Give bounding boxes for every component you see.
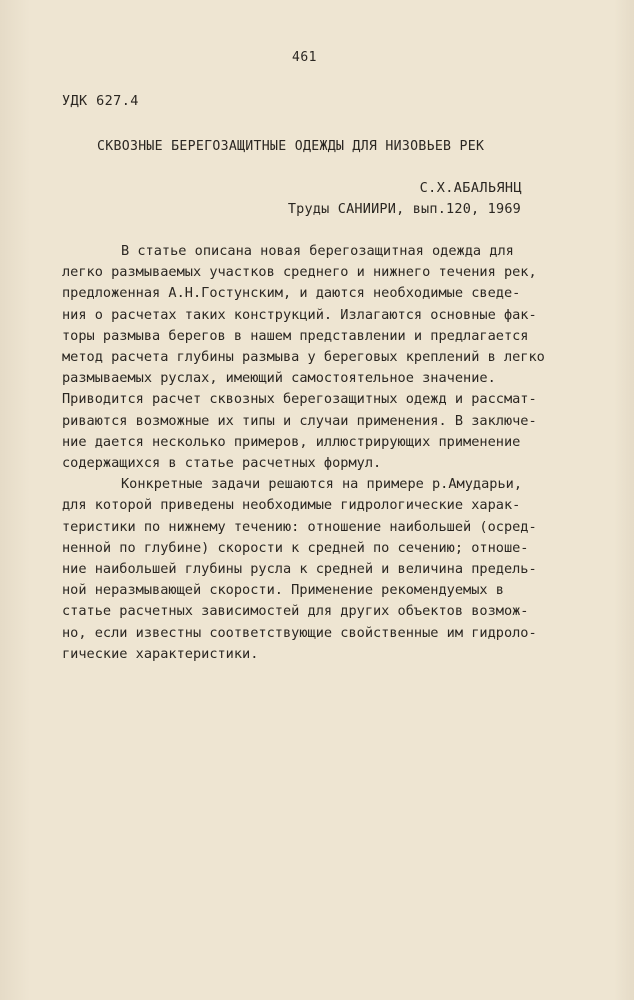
text-line: Конкретные задачи решаются на примере р.Амударьи, [121,476,523,493]
article-title: СКВОЗНЫЕ БЕРЕГОЗАЩИТНЫЕ ОДЕЖДЫ ДЛЯ НИЗОВЬЕВ РЕК [97,139,485,154]
text-line: содержащихся в статье расчетных формул. [62,455,382,472]
text-line: для которой приведены необходимые гидрологические харак- [62,497,521,514]
text-line: ненной по глубине) скорости к средней по сечению; отноше- [62,539,529,556]
publication-source: Труды САНИИРИ, вып.120, 1969 [287,201,521,217]
paragraph-2 [62,474,562,665]
text-line: предложенная А.Н.Гостунским, и даются необходимые сведе- [62,285,521,302]
page-number: 461 [292,50,317,65]
text-line: легко размываемых участков среднего и нижнего течения рек, [62,264,537,281]
text-line: риваются возможные их типы и случаи применения. В заключе- [62,412,537,429]
text-line: размываемых руслах, имеющий самостоятельное значение. [62,370,496,387]
text-line: ной неразмывающей скорости. Применение рекомендуемых в [62,582,504,599]
udk-code: УДК 627.4 [62,93,139,109]
text-line: гические характеристики. [62,645,259,662]
abstract-body [62,241,562,665]
author-name: С.Х.АБАЛЬЯНЦ [419,180,522,196]
paragraph-1 [62,241,562,474]
text-line: ния о расчетах таких конструкций. Излагаются основные фак- [62,306,537,323]
text-line: В статье описана новая берегозащитная одежда для [121,243,514,259]
text-line: ние дается несколько примеров, иллюстрирующих применение [62,433,521,450]
text-line: метод расчета глубины размыва у береговых креплений в легко [62,349,545,366]
text-line: ние наибольшей глубины русла к средней и величина предель- [62,561,537,578]
text-line: статье расчетных зависимостей для других объектов возмож- [62,603,529,620]
text-line: теристики по нижнему течению: отношение наибольшей (осред- [62,518,537,535]
text-line: но, если известны соответствующие свойственные им гидроло- [62,624,537,641]
text-line: торы размыва берегов в нашем представлении и предлагается [62,327,529,344]
text-line: Приводится расчет сквозных берегозащитных одежд и рассмат- [62,391,537,408]
